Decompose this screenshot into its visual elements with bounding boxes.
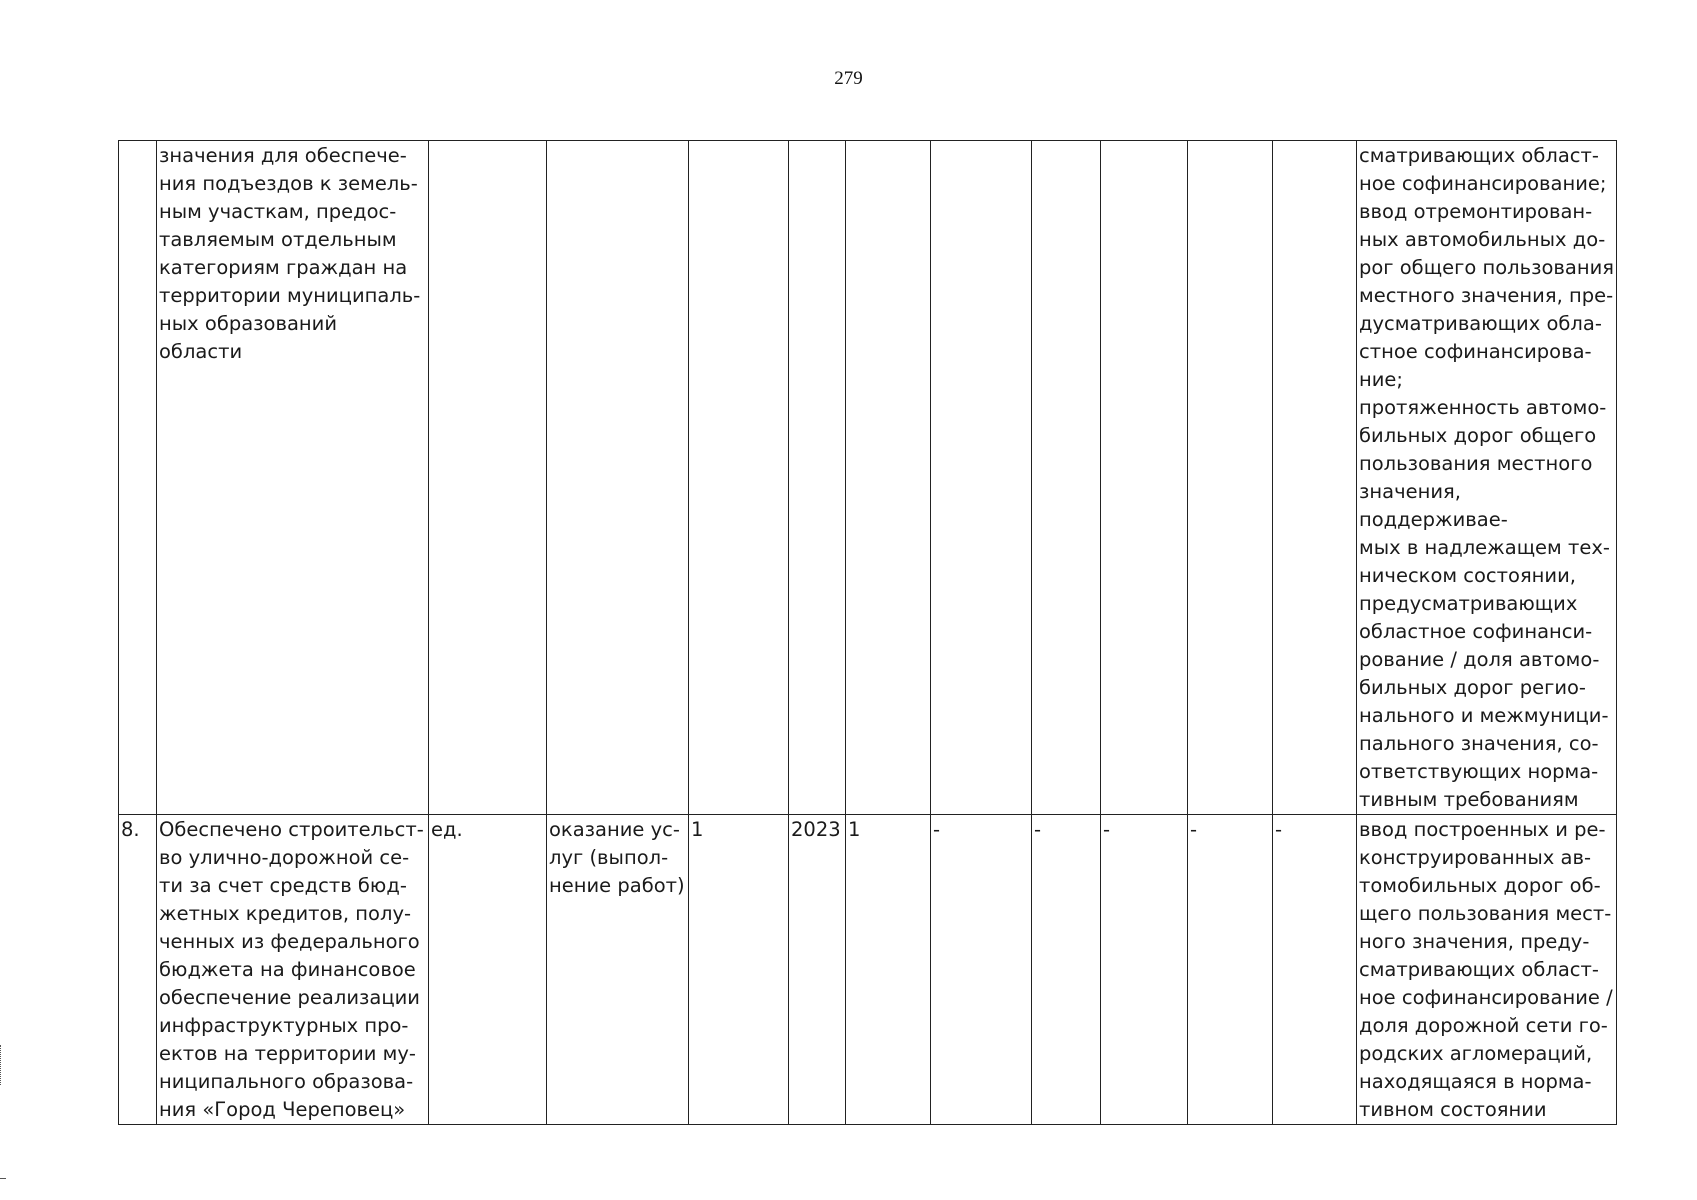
table-row-8: [119, 815, 1617, 1125]
cell-name: значения для обеспече- ния подъездов к земель- ным участкам, предос- тавляемым отдельным категориям граждан на территории муниципаль- ных образований области: [157, 141, 429, 815]
cell-v5: [1188, 141, 1273, 815]
cell-year: 2023: [789, 815, 846, 1125]
cell-v6: [1273, 141, 1357, 815]
cell-unit: [429, 141, 547, 815]
cell-type: оказание ус- луг (выпол- нение работ): [547, 815, 689, 1125]
cell-num: 8.: [119, 815, 157, 1125]
cell-v2: [931, 141, 1032, 815]
cell-unit: ед.: [429, 815, 547, 1125]
cell-num: [119, 141, 157, 815]
program-table: [118, 140, 1617, 1125]
table-row-continuation: [119, 141, 1617, 815]
cell-v3: [1032, 141, 1101, 815]
cell-v6: -: [1273, 815, 1357, 1125]
cell-year: [789, 141, 846, 815]
cell-base-value: 1: [689, 815, 789, 1125]
cell-v2: -: [931, 815, 1032, 1125]
scan-edge-mark: [0, 1045, 7, 1085]
cell-v4: -: [1101, 815, 1188, 1125]
cell-indicator: ввод построенных и ре- конструированных ав- томобильных дорог об- щего пользования мест- ного значения, преду- сматривающих област- ное софинансирование / доля дорожной сети го- родских агломераций, находящаяся в норма- тивном состоянии: [1357, 815, 1617, 1125]
cell-v1: 1: [846, 815, 931, 1125]
cell-v5: -: [1188, 815, 1273, 1125]
scan-edge-dash: [0, 1178, 6, 1179]
cell-v4: [1101, 141, 1188, 815]
cell-v3: -: [1032, 815, 1101, 1125]
cell-indicator: сматривающих област- ное софинансирование; ввод отремонтирован- ных автомобильных до- рог общего пользования местного значения, пре- дусматривающих обла- стное софинансирова- ние; протяженность автомо- бильных дорог общего пользования местного значения, поддерживае- мых в надлежащем тех- ническом состоянии, предусматривающих областное софинанси- рование / доля автомо- бильных дорог регио- нального и межмуници- пального значения, со- ответствующих норма- тивным требованиям: [1357, 141, 1617, 815]
cell-type: [547, 141, 689, 815]
page-number: 279: [834, 68, 863, 89]
cell-name: Обеспечено строительст- во улично-дорожной се- ти за счет средств бюд- жетных кредитов, полу- ченных из федерального бюджета на финансовое обеспечение реализации инфраструктурных про- ектов на территории му- ниципального образова- ния «Город Череповец»: [157, 815, 429, 1125]
cell-base-value: [689, 141, 789, 815]
cell-v1: [846, 141, 931, 815]
